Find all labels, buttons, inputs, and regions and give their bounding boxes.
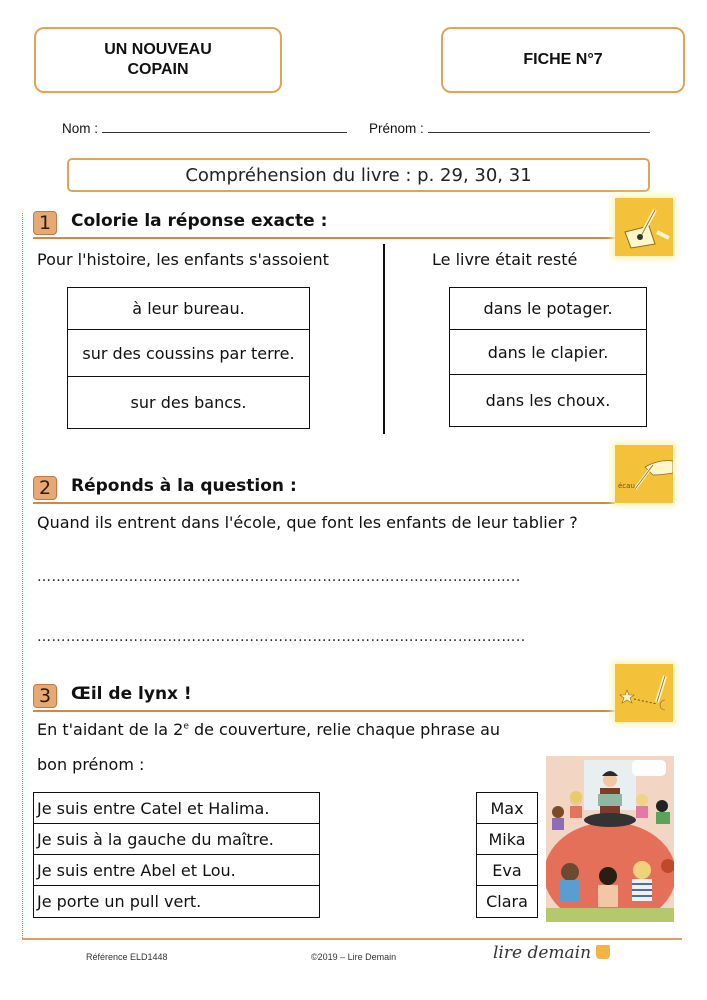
section-1-badge: 1: [33, 211, 57, 235]
logo-text: lire demain: [493, 943, 592, 963]
worksheet-title-box: [34, 27, 282, 93]
section-1-right-choices: [449, 287, 647, 427]
nom-line[interactable]: [102, 121, 347, 133]
coloring-icon: [615, 198, 673, 256]
section-1-title: Colorie la réponse exacte :: [71, 211, 328, 231]
section-2-question: Quand ils entrent dans l'école, que font les enfants de leur tablier ?: [37, 513, 578, 532]
section-3-header: [33, 682, 613, 712]
section-2-rule: [33, 502, 615, 504]
phrase-item[interactable]: Je suis entre Abel et Lou.: [34, 855, 319, 886]
section-1-right-prompt: Le livre était resté: [432, 250, 578, 269]
section-3-title: Œil de lynx !: [71, 684, 192, 704]
fiche-number-box: [441, 27, 685, 93]
phrase-item[interactable]: Je suis à la gauche du maître.: [34, 824, 319, 855]
section-2-title: Réponds à la question :: [71, 476, 297, 496]
worksheet-title-line2: COPAIN: [127, 61, 189, 78]
classroom-story-circle-illustration: [546, 756, 674, 922]
book-icon: [596, 945, 610, 959]
prenom-label: Prénom :: [369, 121, 424, 136]
section-1-left-choices: [67, 287, 310, 429]
footer-rule: [22, 938, 682, 940]
choice-option[interactable]: dans les choux.: [485, 391, 611, 410]
answer-line-2[interactable]: …………………………………………………………………….……..…………..: [37, 629, 526, 645]
nom-label: Nom :: [62, 121, 99, 136]
fiche-number: FICHE N°7: [523, 51, 603, 68]
answer-line-1[interactable]: …………………………..…………………………………………………………..: [37, 569, 521, 585]
section-1-left-prompt: Pour l'histoire, les enfants s'assoient: [37, 250, 329, 269]
section-2-badge: 2: [33, 476, 57, 500]
choice-option[interactable]: sur des bancs.: [130, 393, 247, 412]
phrase-item[interactable]: Je suis entre Catel et Halima.: [34, 793, 319, 824]
footer-copyright: ©2019 – Lire Demain: [311, 952, 397, 962]
phrase-item[interactable]: Je porte un pull vert.: [37, 892, 202, 911]
footer-reference: Référence ELD1448: [86, 952, 168, 962]
section-1-header: [33, 209, 613, 239]
choice-option[interactable]: à leur bureau.: [68, 288, 309, 330]
svg-text:écau: écau: [618, 482, 635, 490]
choice-option[interactable]: sur des coussins par terre.: [68, 330, 309, 377]
phrase-list: [33, 792, 320, 918]
left-dotted-margin: [22, 213, 23, 938]
nom-field[interactable]: [62, 121, 347, 136]
lire-demain-logo: [493, 943, 610, 963]
section-3-instruction-line2: bon prénom :: [37, 755, 145, 774]
prenom-line[interactable]: [428, 121, 650, 133]
section-2-header: [33, 474, 613, 504]
choice-option[interactable]: dans le potager.: [450, 288, 646, 330]
comprehension-text: Compréhension du livre : p. 29, 30, 31: [185, 164, 532, 186]
comprehension-banner: [67, 158, 650, 192]
prenom-field[interactable]: [369, 121, 650, 136]
column-divider: [383, 244, 385, 434]
name-item[interactable]: Mika: [477, 824, 537, 855]
choice-option[interactable]: dans le clapier.: [450, 330, 646, 375]
name-item[interactable]: Eva: [477, 855, 537, 886]
name-list: [476, 792, 538, 918]
writing-hand-icon: [615, 445, 673, 503]
star-pencil-link-icon: [615, 664, 673, 722]
worksheet-title-line1: UN NOUVEAU: [104, 41, 212, 58]
section-3-instruction-line1: En t'aidant de la 2e de couverture, relie chaque phrase au: [37, 720, 501, 739]
section-3-rule: [33, 710, 615, 712]
section-1-rule: [33, 237, 615, 239]
name-item[interactable]: Max: [477, 793, 537, 824]
name-item[interactable]: Clara: [486, 892, 528, 911]
section-3-badge: 3: [33, 684, 57, 708]
